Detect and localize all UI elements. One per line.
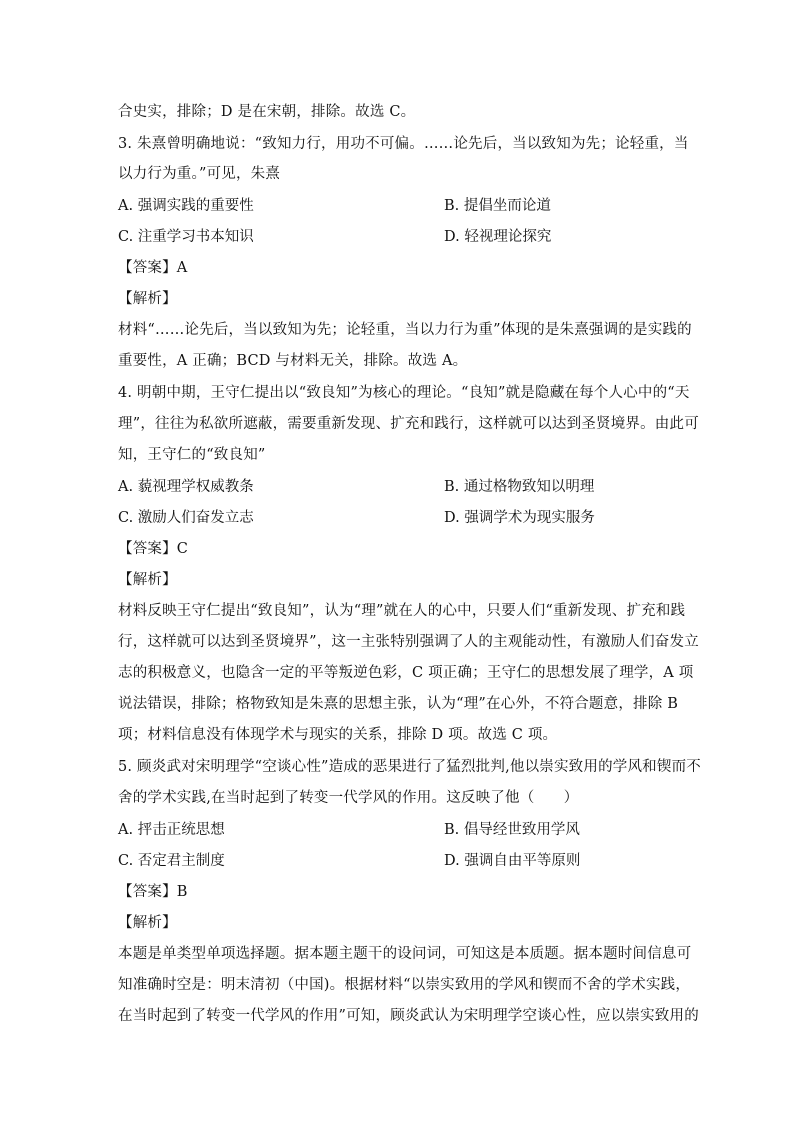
q4-analysis-heading: 【解析】: [118, 572, 177, 588]
q3-option-b: B. 提倡坐而论道: [444, 198, 551, 214]
q5-analysis: 本题是单类型单项选择题。据本题主题干的设问词，可知这是本质题。据本题时间信息可: [118, 946, 692, 962]
question-3-stem: 以力行为重。”可见，朱熹: [118, 166, 281, 182]
question-4-stem: 理”，往往为私欲所遮蔽，需要重新发现、扩充和践行，这样就可以达到圣贤境界。由此可: [118, 416, 699, 432]
q4-option-a: A. 藐视理学权威教条: [118, 479, 254, 495]
q3-option-d: D. 轻视理论探究: [444, 229, 552, 245]
q4-analysis: 说法错误，排除；格物致知是朱熹的思想主张，认为“理”在心外，不符合题意，排除 B: [118, 696, 679, 712]
q5-option-b: B. 倡导经世致用学风: [444, 822, 580, 838]
q4-option-b: B. 通过格物致知以明理: [444, 479, 595, 495]
q3-analysis: 材料“……论先后，当以致知为先；论轻重，当以力行为重”体现的是朱熹强调的是实践的: [118, 322, 692, 338]
q5-analysis: 知准确时空是：明末清初（中国)。根据材料“以崇实致用的学风和锲而不舍的学术实践，: [118, 977, 691, 993]
q5-analysis: 在当时起到了转变一代学风的作用”可知，顾炎武认为宋明理学空谈心性，应以崇实致用的: [118, 1008, 699, 1024]
q4-option-d: D. 强调学术为现实服务: [444, 510, 595, 526]
question-4-stem: 知，王守仁的“致良知”: [118, 447, 266, 463]
text-line: 合史实，排除；D 是在宋朝，排除。故选 C。: [118, 104, 416, 120]
q3-answer: 【答案】A: [118, 260, 188, 276]
q5-option-d: D. 强调自由平等原则: [444, 853, 581, 869]
q4-option-c: C. 激励人们奋发立志: [118, 510, 254, 526]
q5-answer: 【答案】B: [118, 884, 188, 900]
q5-analysis-heading: 【解析】: [118, 915, 177, 931]
question-5-stem: 舍的学术实践,在当时起到了转变一代学风的作用。这反映了他（ ）: [118, 790, 579, 806]
question-5-stem: 5. 顾炎武对宋明理学“空谈心性”造成的恶果进行了猛烈批判,他以崇实致用的学风和锲而不: [118, 759, 701, 775]
q4-analysis: 志的积极意义，也隐含一定的平等叛逆色彩，C 项正确；王守仁的思想发展了理学，A 项: [118, 665, 694, 681]
q4-analysis: 行，这样就可以达到圣贤境界”，这一主张特别强调了人的主观能动性，有激励人们奋发立: [118, 634, 699, 650]
q5-option-a: A. 抨击正统思想: [118, 822, 225, 838]
question-3-stem: 3. 朱熹曾明确地说：“致知力行，用功不可偏。……论先后，当以致知为先；论轻重，当: [118, 136, 689, 152]
q3-analysis: 重要性，A 正确；BCD 与材料无关，排除。故选 A。: [118, 353, 468, 369]
q4-analysis: 项；材料信息没有体现学术与现实的关系，排除 D 项。故选 C 项。: [118, 727, 558, 743]
q3-option-a: A. 强调实践的重要性: [118, 198, 254, 214]
q4-answer: 【答案】C: [118, 541, 189, 557]
question-4-stem: 4. 明朝中期，王守仁提出以“致良知”为核心的理论。“良知”就是隐藏在每个人心中的“天: [118, 385, 690, 401]
q3-analysis-heading: 【解析】: [118, 291, 177, 307]
q5-option-c: C. 否定君主制度: [118, 853, 225, 869]
q4-analysis: 材料反映王守仁提出“致良知”，认为“理”就在人的心中，只要人们“重新发现、扩充和践: [118, 603, 686, 619]
q3-option-c: C. 注重学习书本知识: [118, 229, 254, 245]
